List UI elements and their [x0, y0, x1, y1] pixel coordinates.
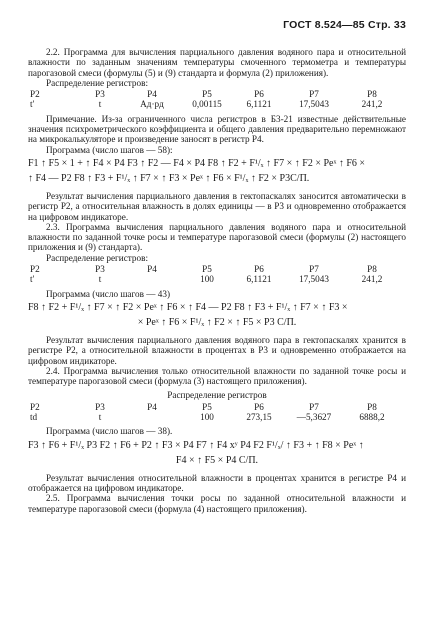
table-header-cell: P2	[30, 89, 40, 100]
table-header-cell: P5	[202, 89, 212, 100]
table-header-cell: P5	[202, 264, 212, 275]
table-value-cell: 17,5043	[299, 99, 329, 110]
program-2-line-2: × Peˣ ↑ F6 × F¹/ₓ ↑ F2 × ↑ F5 × P3 С/П.	[137, 316, 297, 328]
register-table-1	[28, 89, 406, 110]
paragraph-2-3: 2.3. Программа вычисления парциального давления водяного пара и относительной влажности по заданной точке росы и температуре парогазовой смеси (формулы (2) настоящего приложения и (9) стандарта).	[28, 221, 406, 253]
distribution-label-1: Распределение регистров:	[46, 77, 148, 88]
table-header-cell: P4	[147, 401, 157, 412]
table-header-cell: P8	[367, 89, 377, 100]
note-paragraph: Примечание. Из-за ограниченного числа регистров в Б3-21 известные действительные значения психрометрического коэффициента и общего давления предварительно перемножают на микрокалькуляторе и произведение заносят в регистр Р4.	[28, 113, 406, 145]
table-header-cell: P8	[367, 264, 377, 275]
program-2-label: Программа (число шагов — 43)	[46, 288, 171, 299]
table-value-cell: t	[98, 274, 102, 285]
paragraph-2-4: 2.4. Программа вычисления только относительной влажности по заданной точке росы и температуре парогазовой смеси (формула (3) настоящего приложения).	[28, 365, 406, 387]
table-value-cell: 0,00115	[192, 99, 222, 110]
table-header-cell: P3	[95, 401, 105, 412]
program-1-line-1: F1 ↑ F5 × 1 + ↑ F4 × P4 F3 ↑ F2 — F4 × P4 F8 ↑ F2 + F¹/ₓ ↑ F7 × ↑ F2 × Peˣ ↑ F6 ×	[28, 157, 366, 169]
table-header-cell: P6	[254, 401, 264, 412]
table-value-cell: 100	[200, 274, 214, 285]
table-value-cell: 6,1121	[246, 99, 272, 110]
distribution-label-3: Распределение регистров	[167, 390, 267, 401]
table-header-cell: P4	[147, 264, 157, 275]
table-value-cell: 6,1121	[246, 274, 272, 285]
table-value-cell	[124, 412, 180, 422]
table-header-cell: P3	[95, 264, 105, 275]
table-header-cell: P8	[367, 401, 377, 412]
distribution-label-2: Распределение регистров:	[46, 252, 148, 263]
table-value-cell: t′	[30, 274, 35, 285]
table-value-cell: t	[98, 99, 102, 110]
page-content	[28, 47, 406, 514]
program-2-line-1: F8 ↑ F2 + F¹/ₓ ↑ F7 × ↑ F2 × Peˣ ↑ F6 × ↑ F4 — P2 F8 ↑ F3 + F¹/ₓ ↑ F7 × ↑ F3 ×	[28, 301, 348, 313]
program-3-line-1: F3 ↑ F6 + F¹/ₓ P3 F2 ↑ F6 + P2 ↑ F3 × P4 F7 ↑ F4 xʸ P4 F2 F¹/ₓ/ ↑ F3 + ↑ F8 × Peˣ ↑	[28, 439, 364, 451]
table-value-cell: 241,2	[361, 99, 383, 110]
table-header-cell: P6	[254, 264, 264, 275]
table-header-cell: P2	[30, 264, 40, 275]
table-value-cell: 241,2	[361, 274, 383, 285]
table-header-cell: P5	[202, 401, 212, 412]
table-value-cell: t′	[30, 99, 35, 110]
program-1-line-2: ↑ F4 — P2 F8 ↑ F3 + F¹/ₓ ↑ F7 × ↑ F3 × Peˣ ↑ F6 × F¹/ₓ ↑ F2 × P3С/П.	[28, 172, 310, 184]
table-header-cell: P6	[254, 89, 264, 100]
table-value-cell: td	[30, 412, 38, 423]
table-value-cell	[124, 274, 180, 284]
table-value-cell: 273,15	[246, 412, 272, 423]
table-value-cell: 6888,2	[359, 412, 385, 423]
table-header-cell: P3	[95, 89, 105, 100]
table-value-cell: —5,3627	[296, 412, 332, 423]
table-header-cell: P2	[30, 401, 40, 412]
table-value-cell: 100	[200, 412, 214, 423]
table-header-cell: P7	[309, 401, 319, 412]
register-table-2	[28, 264, 406, 285]
paragraph-2-2: 2.2. Программа для вычисления парциального давления водяного пара и относительной влажности по заданным значениям температуры смоченного термометра и температуры парогазовой смеси (формулы (5) и (9) стандарта и формула (2) приложения).	[28, 47, 406, 78]
result-3-paragraph: Результат вычисления относительной влажности в процентах хранится в регистре Р4 и отображается на цифровом индикаторе.	[28, 472, 406, 493]
table-header-cell: P7	[309, 89, 319, 100]
program-1-label: Программа (число шагов — 58):	[46, 144, 173, 155]
table-value-cell: t	[98, 412, 102, 423]
table-value-cell: Aд·pд	[140, 99, 164, 110]
paragraph-2-5: 2.5. Программа вычисления точки росы по заданной относительной влажности и температуре парогазовой смеси (формула (4) настоящего приложения).	[28, 493, 406, 514]
page-header: ГОСТ 8.524—85 Стр. 33	[283, 19, 406, 31]
register-table-3	[28, 402, 406, 423]
table-header-cell: P4	[147, 89, 157, 100]
table-header-cell: P7	[309, 264, 319, 275]
result-1-paragraph: Результат вычисления парциального давления в гектопаскалях заносится автоматически в регистр Р2, а относительная влажность в долях единицы — в Р3 и одновременно отображается на цифровом индикаторе.	[28, 190, 406, 222]
table-value-cell: 17,5043	[299, 274, 329, 285]
program-3-label: Программа (число шагов — 38).	[46, 426, 173, 437]
result-2-paragraph: Результат вычисления парциального давления водяного пара в гектопаскалях хранится в регистре Р2, а относительной влажности в процентах в Р3 и одновременно отображается на цифровом индикаторе.	[28, 334, 406, 366]
program-3-line-2: F4 × ↑ F5 × P4 С/П.	[175, 454, 259, 466]
